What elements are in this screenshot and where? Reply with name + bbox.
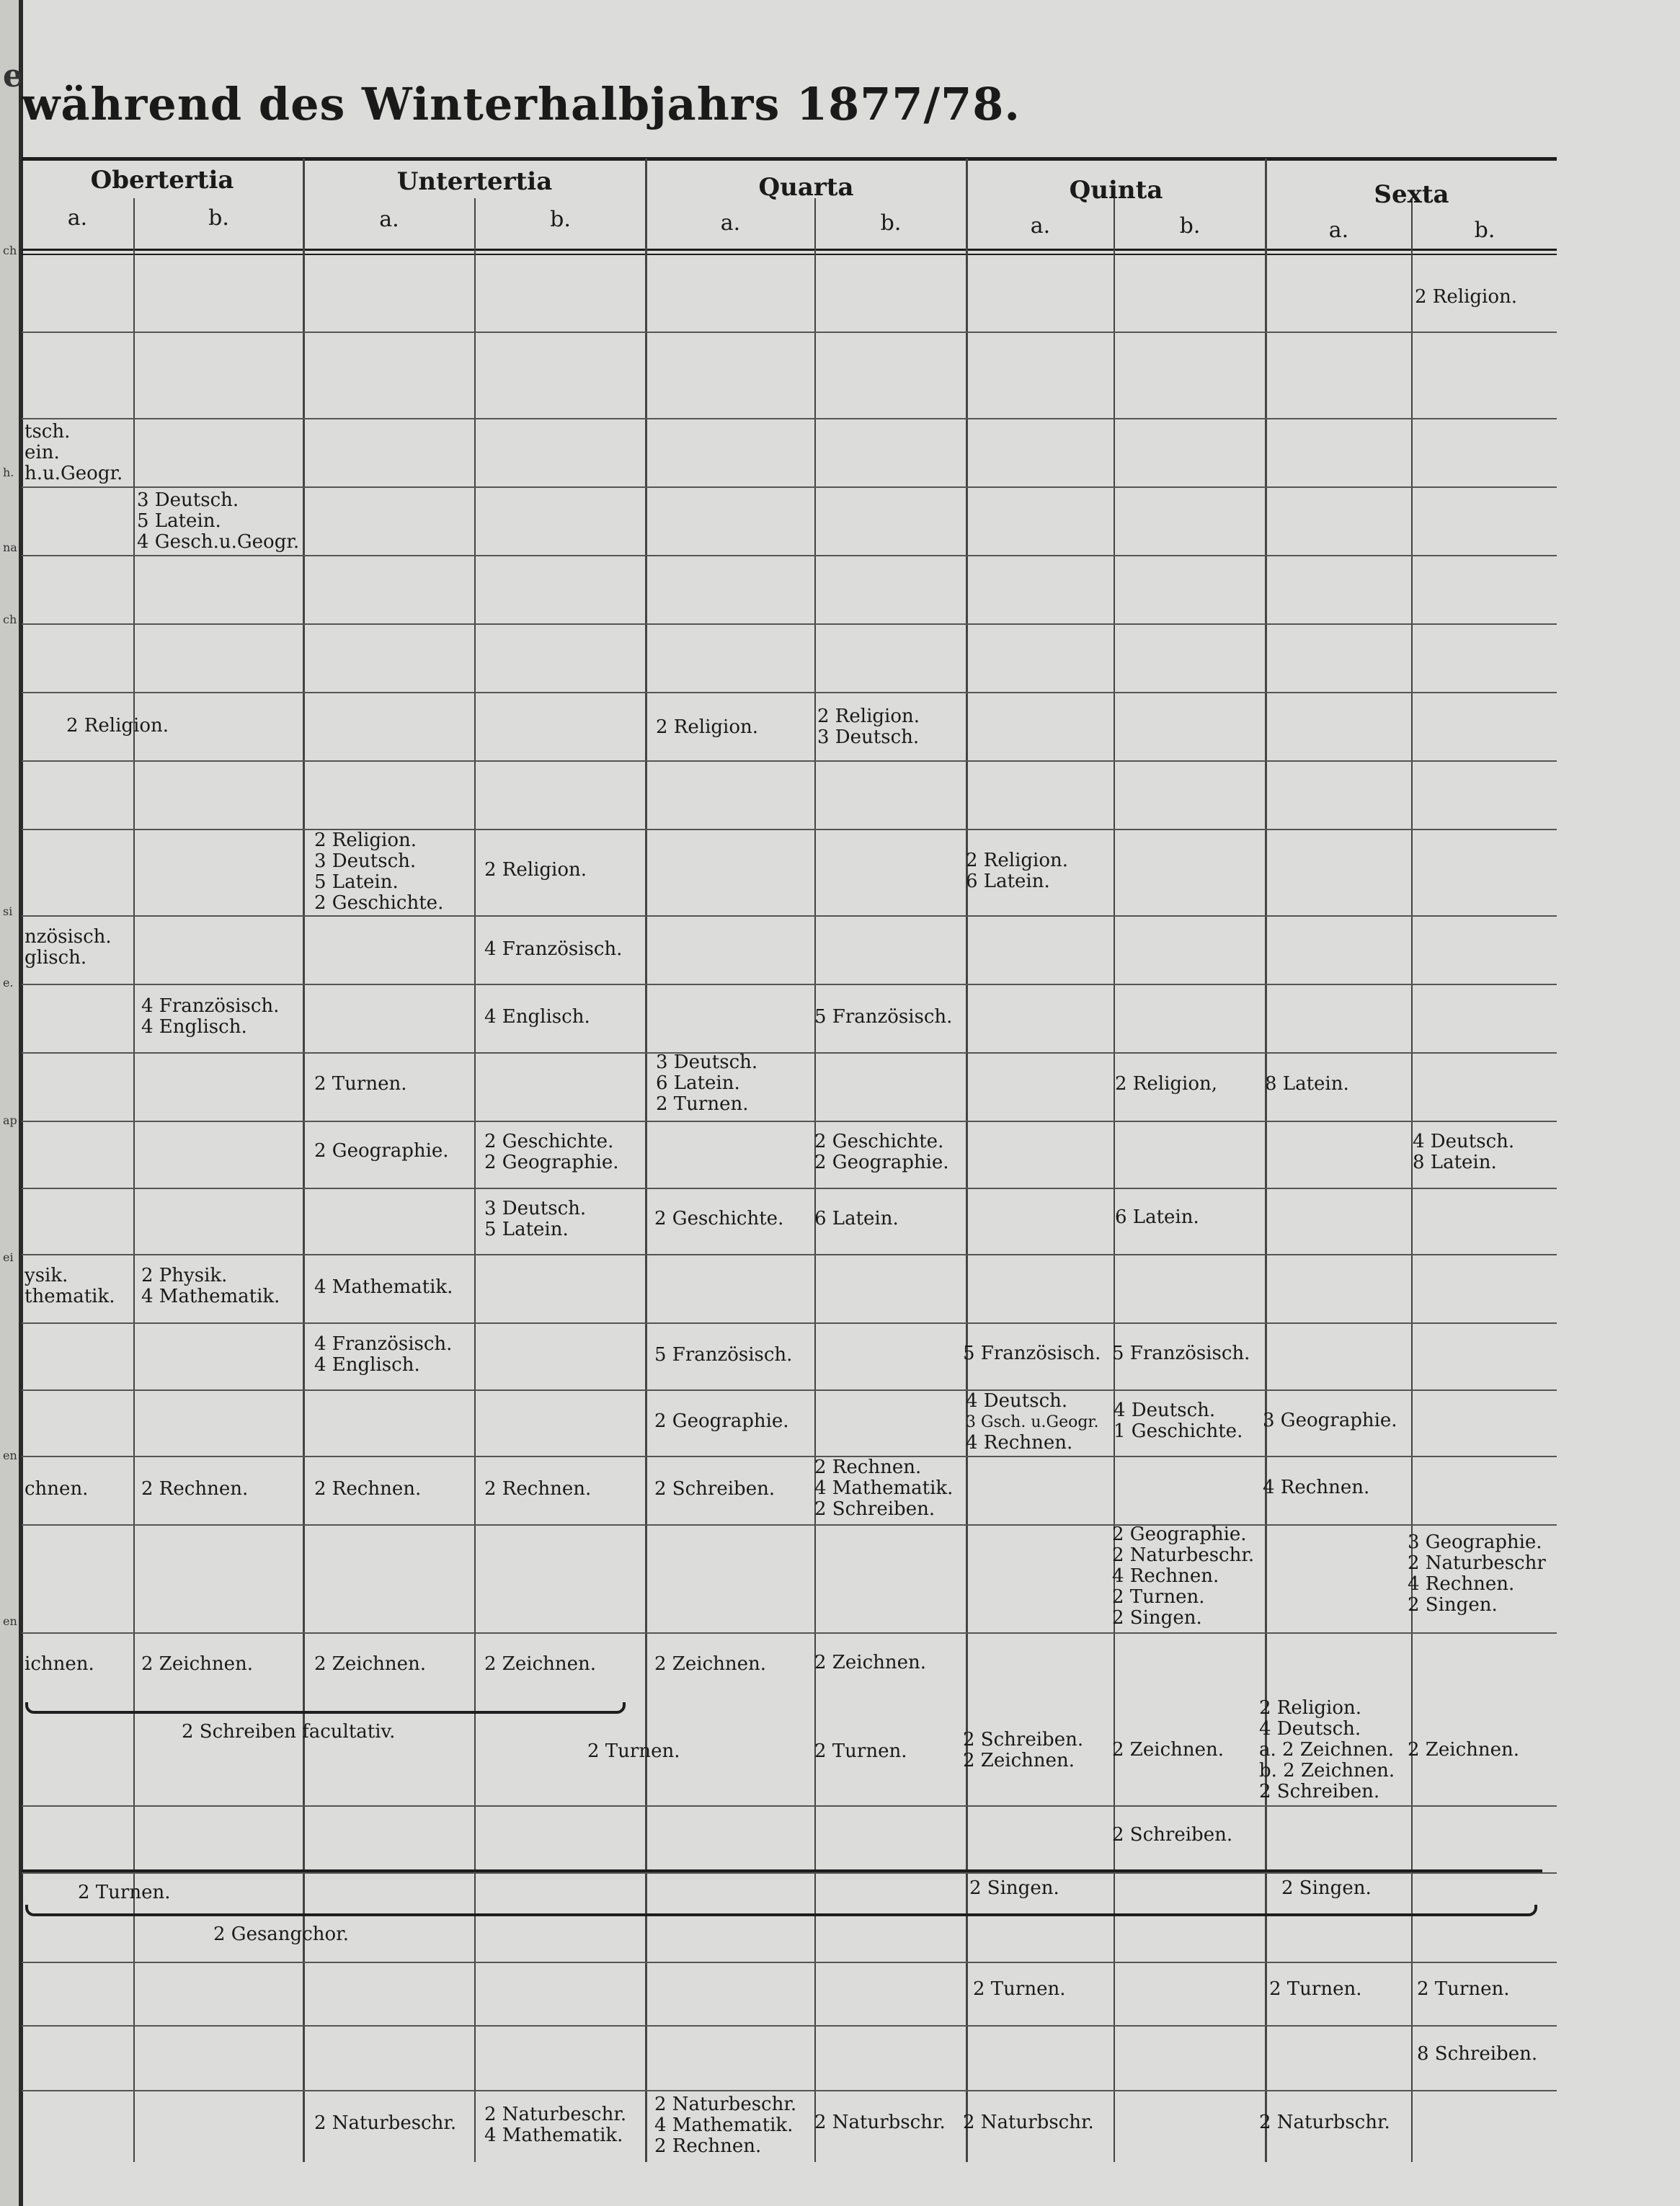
row-rule	[22, 1254, 1557, 1255]
timetable-cell: 2 Religion.	[66, 715, 169, 737]
col-divider-quinta	[1265, 159, 1267, 2162]
subcol-divider	[133, 198, 135, 2162]
edge-fragment: ei	[3, 1250, 14, 1264]
timetable-cell: 2 Religion.	[1415, 286, 1518, 308]
timetable-cell: 2 Zeichnen.	[814, 1652, 927, 1673]
row-rule	[22, 1121, 1557, 1122]
subclass-header: a.	[67, 205, 88, 231]
row-rule	[22, 1524, 1557, 1526]
row-rule	[22, 984, 1557, 985]
edge-fragment: e	[3, 58, 23, 94]
row-rule	[22, 760, 1557, 762]
brace-turnen	[22, 1869, 1542, 1872]
timetable-cell: 8 Schreiben.	[1417, 2043, 1538, 2065]
subclass-header: b.	[1179, 213, 1201, 239]
timetable-cell: 2 Naturbeschr. 4 Mathematik.	[484, 2104, 627, 2146]
row-rule	[22, 1872, 1557, 1874]
timetable-cell: 2 Turnen.	[973, 1978, 1066, 2000]
row-rule	[22, 915, 1557, 917]
page-title: während des Winterhalbjahrs 1877/78.	[22, 78, 1021, 130]
edge-fragment: na	[3, 541, 17, 554]
row-rule	[22, 1052, 1557, 1054]
subclass-header: a.	[1328, 218, 1349, 243]
col-divider-untertertia	[645, 159, 647, 2162]
timetable-cell: 2 Zeichnen.	[1112, 1739, 1225, 1761]
header-rule-top	[22, 157, 1557, 161]
timetable-cell: tsch. ein. h.u.Geogr.	[25, 421, 123, 484]
timetable-cell: 4 Rechnen.	[1263, 1477, 1370, 1498]
timetable-cell: nzösisch. glisch.	[25, 926, 112, 969]
row-rule	[22, 2090, 1557, 2091]
timetable-cell: 2 Rechnen.	[314, 1478, 422, 1500]
timetable-cell: 2 Naturbeschr.	[314, 2112, 457, 2134]
timetable-cell: 5 Französisch.	[1112, 1343, 1250, 1364]
subclass-header: a.	[720, 210, 741, 236]
class-header-quarta: Quarta	[758, 173, 854, 202]
timetable-cell: 2 Religion,	[1115, 1073, 1218, 1095]
subclass-header: b.	[1474, 218, 1495, 243]
timetable-cell: 2 Naturbschr.	[814, 2112, 946, 2133]
timetable-cell: 2 Geographie.	[654, 1410, 789, 1432]
subclass-header: b.	[208, 205, 229, 231]
timetable-cell: 6 Latein.	[1115, 1206, 1199, 1228]
binding-edge	[0, 0, 23, 2206]
timetable-cell: 3 Deutsch. 6 Latein. 2 Turnen.	[656, 1051, 758, 1115]
timetable-cell: ichnen.	[25, 1653, 94, 1675]
timetable-cell: 2 Religion. 6 Latein.	[966, 850, 1069, 892]
timetable-cell: 2 Geschichte. 2 Geographie.	[814, 1131, 949, 1173]
edge-fragment: en	[3, 1449, 17, 1462]
timetable-cell: 8 Latein.	[1265, 1073, 1349, 1095]
timetable-cell: 2 Rechnen.	[484, 1478, 592, 1500]
timetable-cell: 4 Deutsch. 1 Geschichte.	[1114, 1400, 1243, 1442]
timetable-cell: 2 Schreiben facultativ.	[182, 1721, 396, 1743]
row-rule	[22, 1188, 1557, 1189]
timetable-cell: 2 Rechnen.	[141, 1478, 249, 1500]
timetable-cell: 2 Zeichnen.	[141, 1653, 254, 1675]
edge-fragment: e.	[3, 976, 14, 989]
timetable-cell: 2 Schreiben.	[1112, 1824, 1233, 1846]
timetable-cell: 2 Turnen.	[314, 1073, 407, 1095]
edge-fragment: h.	[3, 466, 14, 479]
timetable-cell: ysik. thematik.	[25, 1265, 115, 1307]
timetable-cell: 2 Turnen.	[1417, 1978, 1510, 2000]
timetable-cell: 2 Turnen.	[587, 1740, 680, 1762]
row-rule	[22, 1805, 1557, 1807]
header-rule-double	[22, 254, 1557, 255]
timetable-cell: 2 Religion. 4 Deutsch. a. 2 Zeichnen. b. 2 Zeichnen. 2 Schreiben.	[1259, 1697, 1395, 1802]
row-rule	[22, 486, 1557, 488]
row-rule	[22, 555, 1557, 556]
timetable-cell: 4 Englisch.	[484, 1006, 590, 1028]
timetable-cell: 2 Geographie.	[314, 1140, 449, 1162]
edge-fragment: ch	[3, 613, 17, 626]
row-rule	[22, 1632, 1557, 1634]
timetable-cell: 3 Geographie.	[1263, 1410, 1397, 1431]
timetable-cell: 2 Zeichnen.	[654, 1653, 767, 1675]
class-header-quinta: Quinta	[1069, 176, 1163, 205]
timetable-cell: 2 Turnen.	[814, 1740, 907, 1762]
timetable-cell: 2 Geographie. 2 Naturbeschr. 4 Rechnen. 2 Turnen. 2 Singen.	[1112, 1524, 1255, 1629]
row-rule	[22, 1322, 1557, 1324]
timetable-cell: 2 Religion.	[656, 716, 759, 738]
timetable-cell: 2 Singen.	[1281, 1877, 1372, 1899]
timetable-cell: 4 Französisch. 4 Englisch.	[314, 1333, 453, 1376]
class-header-sexta: Sexta	[1374, 180, 1449, 209]
timetable-cell: 2 Schreiben. 2 Zeichnen.	[963, 1729, 1084, 1771]
row-rule	[22, 829, 1557, 830]
timetable-cell: 2 Physik. 4 Mathematik.	[141, 1265, 280, 1307]
timetable-cell: 2 Gesangchor.	[213, 1923, 349, 1945]
timetable-cell: 2 Religion.	[484, 859, 587, 881]
subclass-header: a.	[1030, 213, 1051, 239]
timetable-cell: 5 Französisch.	[814, 1006, 953, 1028]
row-rule	[22, 418, 1557, 419]
subcol-divider	[814, 198, 816, 2162]
row-rule	[22, 623, 1557, 625]
timetable-cell: 2 Turnen.	[1269, 1978, 1362, 2000]
timetable-cell: 2 Religion. 3 Deutsch. 5 Latein. 2 Geschichte.	[314, 830, 444, 914]
edge-fragment: ch	[3, 244, 17, 257]
timetable-cell: 2 Geschichte.	[654, 1208, 784, 1229]
timetable-cell: 3 Geographie. 2 Naturbeschr 4 Rechnen. 2 Singen.	[1408, 1531, 1546, 1616]
timetable-cell: 4 Mathematik.	[314, 1276, 453, 1298]
class-header-untertertia: Untertertia	[396, 167, 553, 196]
col-divider-quarta	[966, 159, 968, 2162]
timetable-cell: 5 Französisch.	[963, 1343, 1101, 1364]
timetable-cell: 2 Naturbschr.	[1259, 2112, 1390, 2133]
row-rule	[22, 1456, 1557, 1457]
timetable-cell: 2 Zeichnen.	[1408, 1739, 1520, 1761]
timetable-cell: 2 Singen.	[969, 1877, 1059, 1899]
subclass-header: a.	[379, 207, 399, 232]
edge-fragment: ap	[3, 1113, 17, 1127]
timetable-cell: 2 Schreiben.	[654, 1478, 775, 1500]
timetable-cell: 2 Turnen.	[78, 1882, 171, 1903]
timetable-cell: 2 Zeichnen.	[314, 1653, 427, 1675]
timetable-cell: 2 Rechnen. 4 Mathematik. 2 Schreiben.	[814, 1456, 954, 1520]
timetable-cell: 4 Deutsch. 8 Latein.	[1413, 1131, 1515, 1173]
timetable-cell: chnen.	[25, 1478, 89, 1500]
timetable-cell: 2 Naturbeschr. 4 Mathematik. 2 Rechnen.	[654, 2094, 797, 2157]
row-rule	[22, 2025, 1557, 2027]
subclass-header: b.	[550, 207, 571, 232]
timetable-cell: 4 Französisch. 4 Englisch.	[141, 995, 280, 1038]
header-rule-bottom	[22, 249, 1557, 251]
brace-gesangchor	[25, 1905, 1537, 1916]
subclass-header: b.	[880, 210, 902, 236]
subcol-divider	[1411, 198, 1413, 2162]
row-rule	[22, 1389, 1557, 1391]
timetable-cell: 3 Deutsch. 5 Latein. 4 Gesch.u.Geogr.	[137, 489, 300, 553]
timetable-cell: 4 Deutsch. 3 Gsch. u.Geogr. 4 Rechnen.	[966, 1390, 1099, 1454]
row-rule	[22, 692, 1557, 693]
timetable-cell: 3 Deutsch. 5 Latein.	[484, 1198, 587, 1240]
timetable-cell: 2 Religion. 3 Deutsch.	[817, 706, 920, 748]
subcol-divider	[474, 198, 476, 2162]
timetable-cell: 2 Geschichte. 2 Geographie.	[484, 1131, 619, 1173]
timetable-cell: 6 Latein.	[814, 1208, 899, 1229]
edge-fragment: en	[3, 1614, 17, 1628]
timetable-cell: 4 Französisch.	[484, 938, 623, 960]
col-divider-obertertia	[303, 159, 305, 2162]
timetable-cell: 5 Französisch.	[654, 1344, 793, 1366]
timetable-cell: 2 Zeichnen.	[484, 1653, 597, 1675]
brace-schreiben	[25, 1702, 626, 1714]
subcol-divider	[1114, 198, 1115, 2162]
timetable-cell: 2 Naturbschr.	[963, 2112, 1094, 2133]
row-rule	[22, 332, 1557, 333]
class-header-obertertia: Obertertia	[90, 166, 234, 195]
edge-fragment: si	[3, 904, 13, 918]
row-rule	[22, 1962, 1557, 1963]
